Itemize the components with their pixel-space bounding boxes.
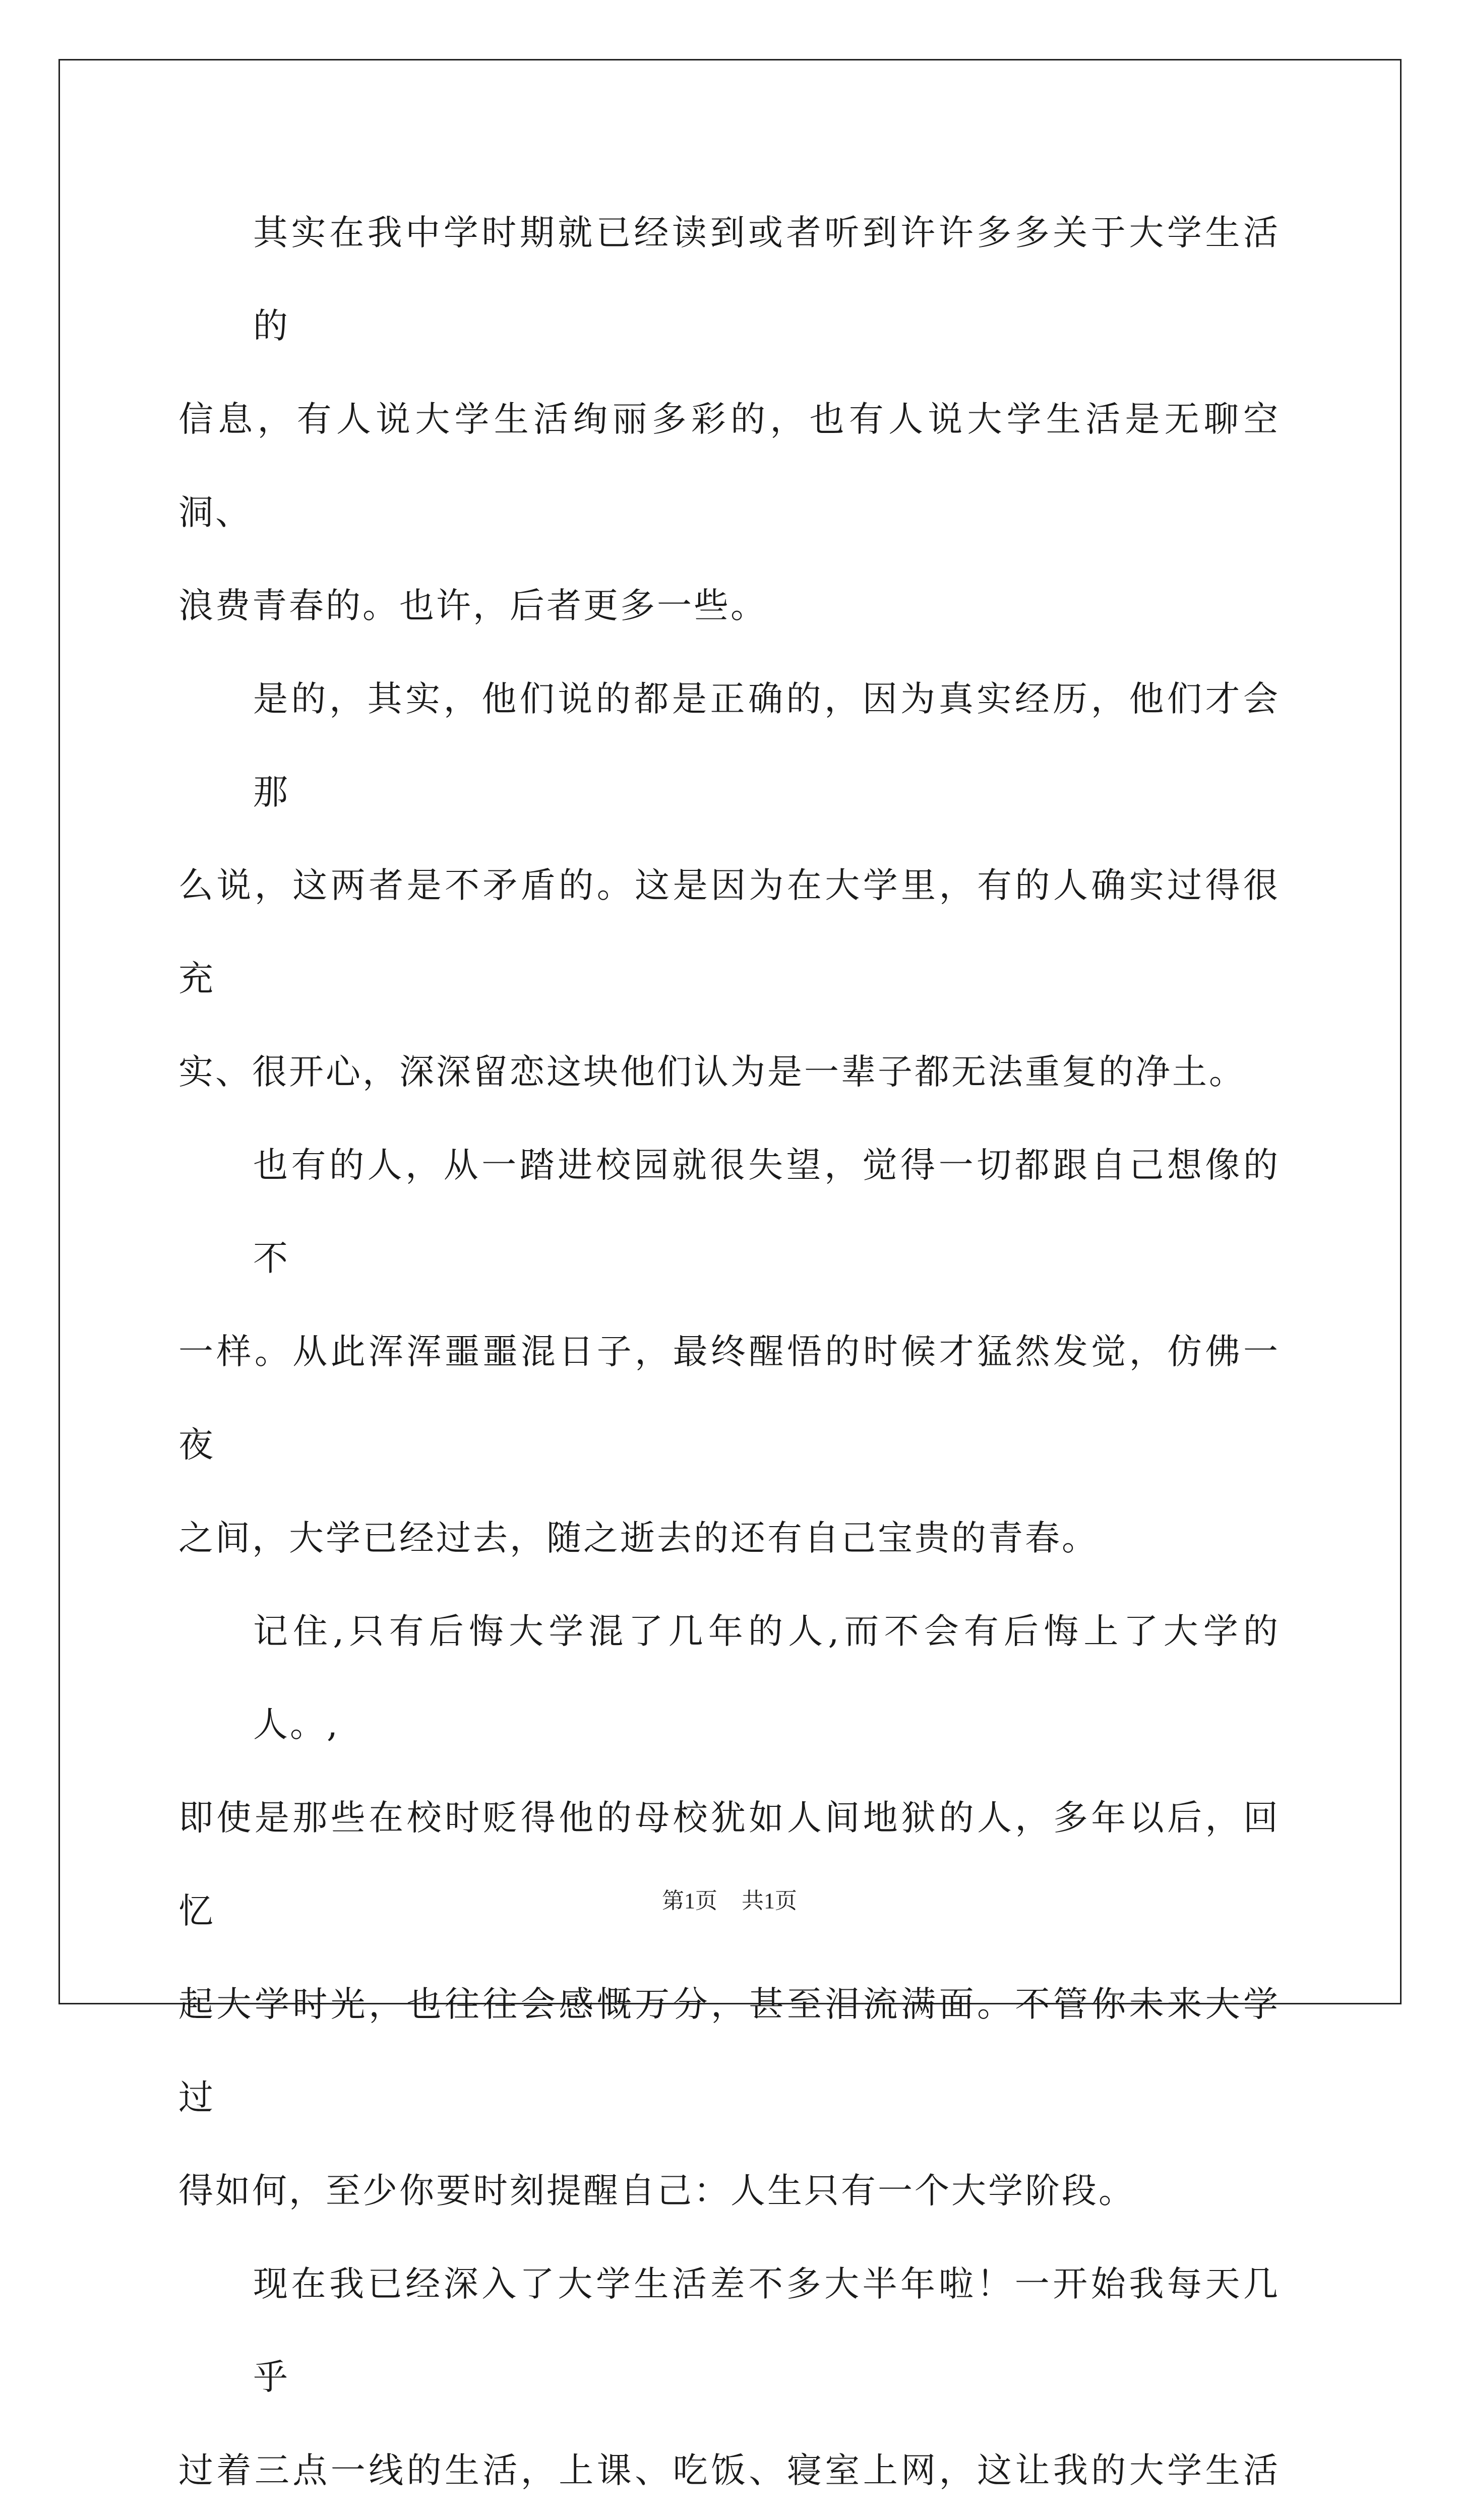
text-line: 记住,只有后悔大学混了几年的人,而不会有后悔上了大学的人。,	[253, 1611, 1280, 1745]
text-line: 过着三点一线的生活，上课、吃饭、寝室上网，这让我的大学生活	[178, 2450, 1280, 2491]
text-line: 一样。从此浑浑噩噩混日子，最终醒悟的时候才猛然发觉，仿佛一夜	[178, 1332, 1280, 1465]
text-line: 么说，这两者是不矛盾的。这是因为在大学里，有的人确实过得很充	[178, 865, 1280, 999]
page-footer	[0, 1882, 1459, 1915]
text-line: 得如何，至少你要时刻提醒自己：人生只有一个大学阶段。	[178, 2171, 1135, 2211]
text-line: 其实在我中学时期就已经读到或者听到许许多多关于大学生活的	[253, 213, 1280, 346]
page-total: 共1页	[742, 1888, 797, 1913]
page-number: 第1页	[662, 1888, 717, 1913]
paragraph-3	[178, 1119, 1280, 1585]
text-line: 起大学时光，也往往会感慨万分，甚至泪流满面。不管你未来大学过	[178, 1984, 1280, 2118]
document-body	[178, 186, 1280, 2520]
text-line: 现在我已经深入了大学生活差不多大半年啦！一开始我每天几乎	[253, 2264, 1280, 2398]
text-line: 信息，有人说大学生活绚丽多彩的，也有人说大学生活是无聊空洞、	[178, 399, 1280, 533]
paragraph-5	[178, 2238, 1280, 2520]
paragraph-1	[178, 186, 1280, 653]
paragraph-2	[178, 653, 1280, 1119]
text-line: 浪费青春的。也许，后者更多一些。	[178, 586, 767, 626]
text-line: 即使是那些在校时贬得他的母校犹如人间地狱的人，多年以后，回忆	[178, 1798, 1280, 1931]
text-line: 也有的人，从一踏进校园就很失望，觉得一切都跟自己想像的不	[253, 1145, 1280, 1279]
text-line: 实、很开心，深深留恋这块他们认为是一辈子都无法重复的净土。	[178, 1052, 1246, 1092]
text-line: 是的，其实，他们说的都是正确的，因为真实经历，他们才会那	[253, 679, 1280, 812]
text-line: 之间，大学已经过去，随之逝去的还有自己宝贵的青春。	[178, 1518, 1099, 1558]
